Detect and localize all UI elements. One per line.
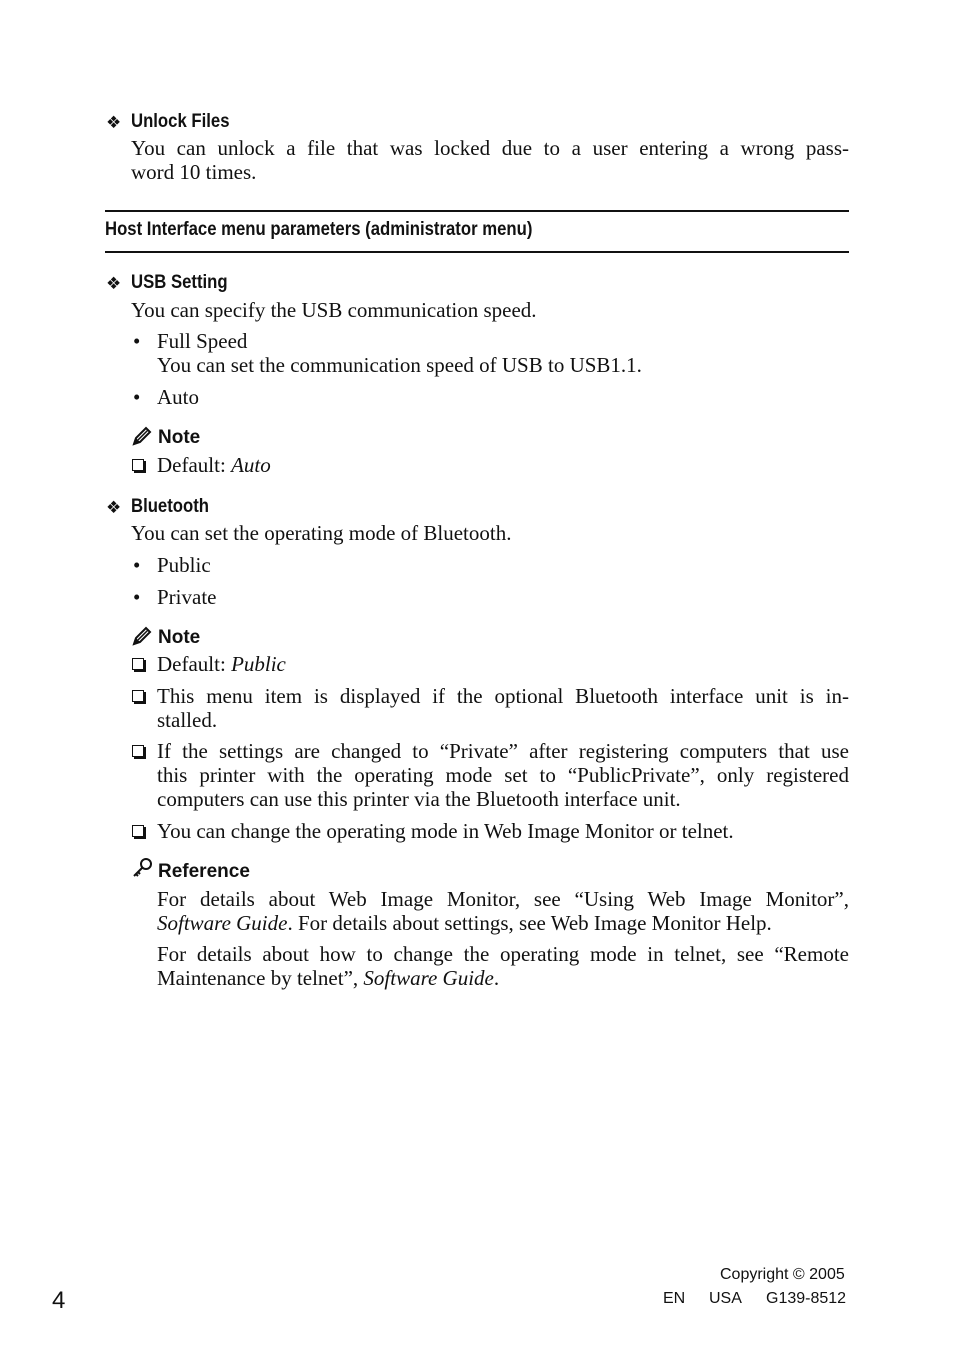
footer-code: G139-8512 [766, 1290, 847, 1307]
usb-option-full-speed: Full Speed [157, 329, 248, 353]
bluetooth-note-3-line-3: computers can use this printer via the Bluetooth interface unit. [157, 787, 681, 811]
bullet-icon: • [133, 585, 141, 609]
reference-2-line-1: For details about how to change the operating mode in telnet, see “Remote [157, 942, 849, 966]
unlock-files-text-2: word 10 times. [131, 160, 257, 184]
usb-setting-heading: USB Setting [131, 272, 228, 293]
usb-option-auto: Auto [157, 385, 199, 409]
usb-note-label: Note [158, 427, 201, 448]
bullet-icon: • [133, 553, 141, 577]
bluetooth-note-4: You can change the operating mode in Web Image Monitor or telnet. [157, 819, 734, 843]
bluetooth-desc: You can set the operating mode of Bluetooth. [131, 521, 512, 545]
bluetooth-note-label: Note [158, 627, 201, 648]
section-top-rule [105, 210, 849, 212]
section-title: Host Interface menu parameters (administrator menu) [105, 219, 533, 240]
checkbox-icon [132, 657, 144, 675]
bluetooth-note-3-line-1: If the settings are changed to “Private” after registering computers that use [157, 739, 849, 763]
reference-2-line-2 [157, 966, 499, 991]
diamond-bullet-icon: ❖ [106, 274, 122, 294]
checkbox-icon [132, 689, 144, 707]
reference-key-icon [131, 856, 155, 885]
bluetooth-note-default-value: Public [231, 652, 286, 676]
section-bottom-rule [105, 251, 849, 253]
checkbox-icon [132, 458, 144, 476]
bluetooth-note-2-line-1: This menu item is displayed if the optional Bluetooth interface unit is in- [157, 684, 849, 708]
reference-1-line-1: For details about Web Image Monitor, see “Using Web Image Monitor”, [157, 887, 849, 911]
note-pencil-icon [131, 425, 153, 452]
usb-note-default-label: Default: [157, 453, 232, 477]
diamond-bullet-icon: ❖ [106, 498, 122, 518]
checkbox-icon [132, 744, 144, 762]
reference-2-end: . [493, 966, 500, 990]
reference-1-rest: . For details about settings, see Web Image Monitor Help. [287, 911, 772, 935]
bullet-icon: • [133, 385, 141, 409]
bluetooth-note-2-line-2: stalled. [157, 708, 218, 732]
page-number: 4 [52, 1287, 66, 1314]
footer-lang: EN [663, 1290, 686, 1307]
usb-note-default [157, 453, 271, 478]
checkbox-icon [132, 824, 144, 842]
usb-setting-desc: You can specify the USB communication speed. [131, 298, 537, 322]
reference-2-software-guide: Software Guide [363, 966, 494, 990]
usb-note-default-value: Auto [231, 453, 271, 477]
usb-option-full-speed-desc: You can set the communication speed of USB to USB1.1. [157, 353, 642, 377]
reference-1-line-2 [157, 911, 772, 936]
copyright: Copyright © 2005 [720, 1266, 845, 1283]
unlock-files-text-1: You can unlock a file that was locked due to a user entering a wrong pass- [131, 136, 849, 160]
unlock-files-heading: Unlock Files [131, 111, 230, 132]
bullet-icon: • [133, 329, 141, 353]
footer-region: USA [709, 1290, 742, 1307]
reference-label: Reference [158, 861, 250, 882]
diamond-bullet-icon: ❖ [106, 113, 122, 133]
reference-2-text: Maintenance by telnet”, [157, 966, 364, 990]
bluetooth-note-default [157, 652, 286, 677]
bluetooth-note-3-line-2: this printer with the operating mode set to “PublicPrivate”, only registered [157, 763, 849, 787]
bluetooth-heading: Bluetooth [131, 496, 210, 517]
bluetooth-option-private: Private [157, 585, 217, 609]
bluetooth-option-public: Public [157, 553, 211, 577]
note-pencil-icon [131, 625, 153, 652]
bluetooth-note-default-label: Default: [157, 652, 232, 676]
reference-1-software-guide: Software Guide [157, 911, 288, 935]
